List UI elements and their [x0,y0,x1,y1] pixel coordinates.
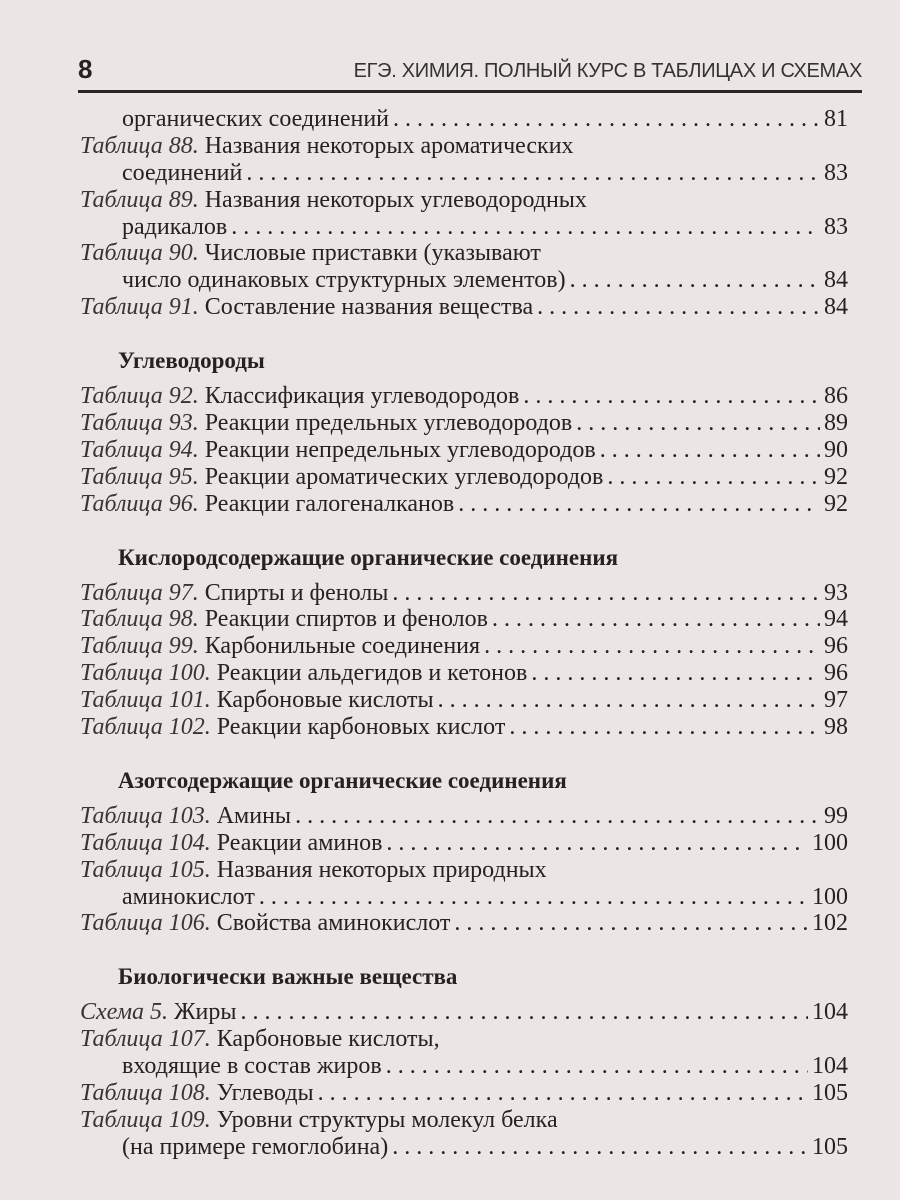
section-heading: Углеводороды [118,348,265,374]
toc-entry-line [80,383,848,410]
dot-leader [576,410,820,437]
entry-label: Схема 5. [80,999,169,1026]
entry-label: Таблица 89. [80,186,199,213]
entry-page-number: 100 [812,829,848,856]
section-heading: Азотсодержащие органические соединения [118,767,567,793]
toc-entry-line [80,1134,848,1161]
entry-page-number: 84 [824,294,848,321]
dot-leader [259,884,808,911]
entry-page-number: 105 [812,1080,848,1107]
entry-page-number: 104 [812,1053,848,1080]
entry-label: Таблица 106. [80,910,211,937]
entry-title: Реакции ароматических углеводородов [204,463,604,490]
toc-entry-line [80,294,848,321]
toc-entry-line [80,491,848,518]
dot-leader [241,999,808,1026]
toc-entry-line [80,580,848,607]
entry-label: Таблица 96. [80,490,199,517]
toc-entry-line [80,437,848,464]
entry-label: Таблица 103. [80,802,211,829]
toc-entry-line [80,633,848,660]
book-title: ЕГЭ. ХИМИЯ. ПОЛНЫЙ КУРС В ТАБЛИЦАХ И СХЕМАХ [353,60,862,82]
entry-label: Таблица 91. [80,294,199,321]
dot-leader [458,491,820,518]
entry-page-number: 98 [824,714,848,741]
toc-entry-line [80,267,848,294]
toc-entry-line [80,240,848,267]
entry-title: Реакции карбоновых кислот [216,714,506,741]
entry-page-number: 93 [824,579,848,606]
entry-label: Таблица 105. [80,856,211,883]
entry-title: Названия некоторых углеводородных [204,186,587,213]
entry-page-number: 90 [824,436,848,463]
entry-page-number: 89 [824,410,848,437]
toc-entry-line [80,1080,848,1107]
dot-leader [509,714,820,741]
toc-entry-line [80,606,848,633]
toc-entry-line [80,660,848,687]
dot-leader [523,383,820,410]
entry-title: Реакции галогеналканов [204,490,455,517]
toc-entry-line [80,910,848,937]
page-number: 8 [78,54,93,84]
entry-title: органических соединений [122,106,390,132]
entry-title: Амины [216,802,292,829]
dot-leader [246,160,820,187]
entry-page-number: 84 [824,267,848,294]
entry-page-number: 83 [824,213,848,240]
entry-title: соединений [122,159,243,186]
toc-entry-line [80,803,848,830]
toc-entry-line [80,1026,848,1053]
toc-entry-line [80,1107,848,1134]
entry-label: Таблица 92. [80,383,199,410]
entry-label: Таблица 99. [80,633,199,660]
entry-label: Таблица 98. [80,606,199,633]
toc-entry-line [80,214,848,241]
entry-title: Реакции аминов [216,829,383,856]
entry-label: Таблица 93. [80,410,199,437]
entry-page-number: 94 [824,606,848,633]
dot-leader [386,1053,808,1080]
dot-leader [231,214,820,241]
entry-title: входящие в состав жиров [122,1053,382,1080]
entry-page-number: 100 [812,883,848,910]
entry-title: Составление названия вещества [204,294,534,321]
entry-title: Уровни структуры молекул белка [216,1106,558,1133]
entry-label: Таблица 100. [80,660,211,687]
entry-label: Таблица 109. [80,1106,211,1133]
dot-leader [392,580,820,607]
dot-leader [607,464,820,491]
toc-entry-line [80,410,848,437]
dot-leader [492,606,820,633]
entry-label: Таблица 107. [80,1026,211,1053]
dot-leader [393,106,820,133]
entry-page-number: 102 [812,910,848,937]
entry-title: Свойства аминокислот [216,910,451,937]
entry-label: Таблица 108. [80,1080,211,1107]
entry-page-number: 99 [824,802,848,829]
toc-entry-line [80,830,848,857]
dot-leader [537,294,820,321]
dot-leader [600,437,820,464]
entry-label: Таблица 90. [80,240,199,267]
entry-page-number: 96 [824,633,848,660]
entry-title: (на примере гемоглобина) [122,1133,389,1160]
entry-title: аминокислот [122,883,255,910]
toc-entry-line [80,999,848,1026]
entry-label: Таблица 94. [80,436,199,463]
entry-label: Таблица 95. [80,463,199,490]
dot-leader [392,1134,808,1161]
entry-title: Названия некоторых ароматических [204,132,574,159]
entry-label: Таблица 104. [80,829,211,856]
dot-leader [454,910,808,937]
dot-leader [386,830,808,857]
toc-entry-line [80,160,848,187]
entry-title: Реакции непредельных углеводородов [204,436,596,463]
entry-title: Карбоновые кислоты [216,687,434,714]
dot-leader [295,803,820,830]
entry-title: Спирты и фенолы [204,579,389,606]
toc-entry-line [80,187,848,214]
entry-page-number: 83 [824,159,848,186]
section-heading: Кислородсодержащие органические соединения [118,544,619,570]
entry-label: Таблица 102. [80,714,211,741]
entry-page-number: 96 [824,660,848,687]
entry-page-number: 97 [824,687,848,714]
entry-title: Числовые приставки (указывают [204,240,541,267]
toc-entry-line [80,884,848,911]
entry-page-number: 92 [824,463,848,490]
table-of-contents [80,106,848,1161]
dot-leader [438,687,820,714]
entry-page-number: 81 [824,106,848,132]
section-heading: Биологически важные вещества [118,964,458,990]
entry-label: Таблица 101. [80,687,211,714]
entry-title: Углеводы [216,1080,314,1107]
entry-title: Названия некоторых природных [216,856,547,883]
toc-entry-line [80,714,848,741]
dot-leader [318,1080,808,1107]
dot-leader [531,660,820,687]
entry-title: Жиры [174,999,237,1026]
running-header [78,52,862,93]
toc-entry-line [80,464,848,491]
entry-label: Таблица 88. [80,132,199,159]
entry-page-number: 86 [824,383,848,410]
entry-label: Таблица 97. [80,579,199,606]
entry-page-number: 105 [812,1133,848,1160]
toc-entry-line [80,1053,848,1080]
dot-leader [484,633,820,660]
entry-title: Классификация углеводородов [204,383,520,410]
entry-title: Реакции спиртов и фенолов [204,606,488,633]
entry-page-number: 104 [812,999,848,1026]
entry-title: Реакции альдегидов и кетонов [216,660,528,687]
entry-title: Карбоновые кислоты, [216,1026,440,1053]
entry-title: Карбонильные соединения [204,633,481,660]
dot-leader [570,267,820,294]
toc-entry-line [80,857,848,884]
entry-title: радикалов [122,213,228,240]
entry-title: число одинаковых структурных элементов) [122,267,566,294]
toc-entry-line [80,687,848,714]
toc-entry-line [80,106,848,133]
entry-page-number: 92 [824,490,848,517]
toc-entry-line [80,133,848,160]
entry-title: Реакции предельных углеводородов [204,410,573,437]
